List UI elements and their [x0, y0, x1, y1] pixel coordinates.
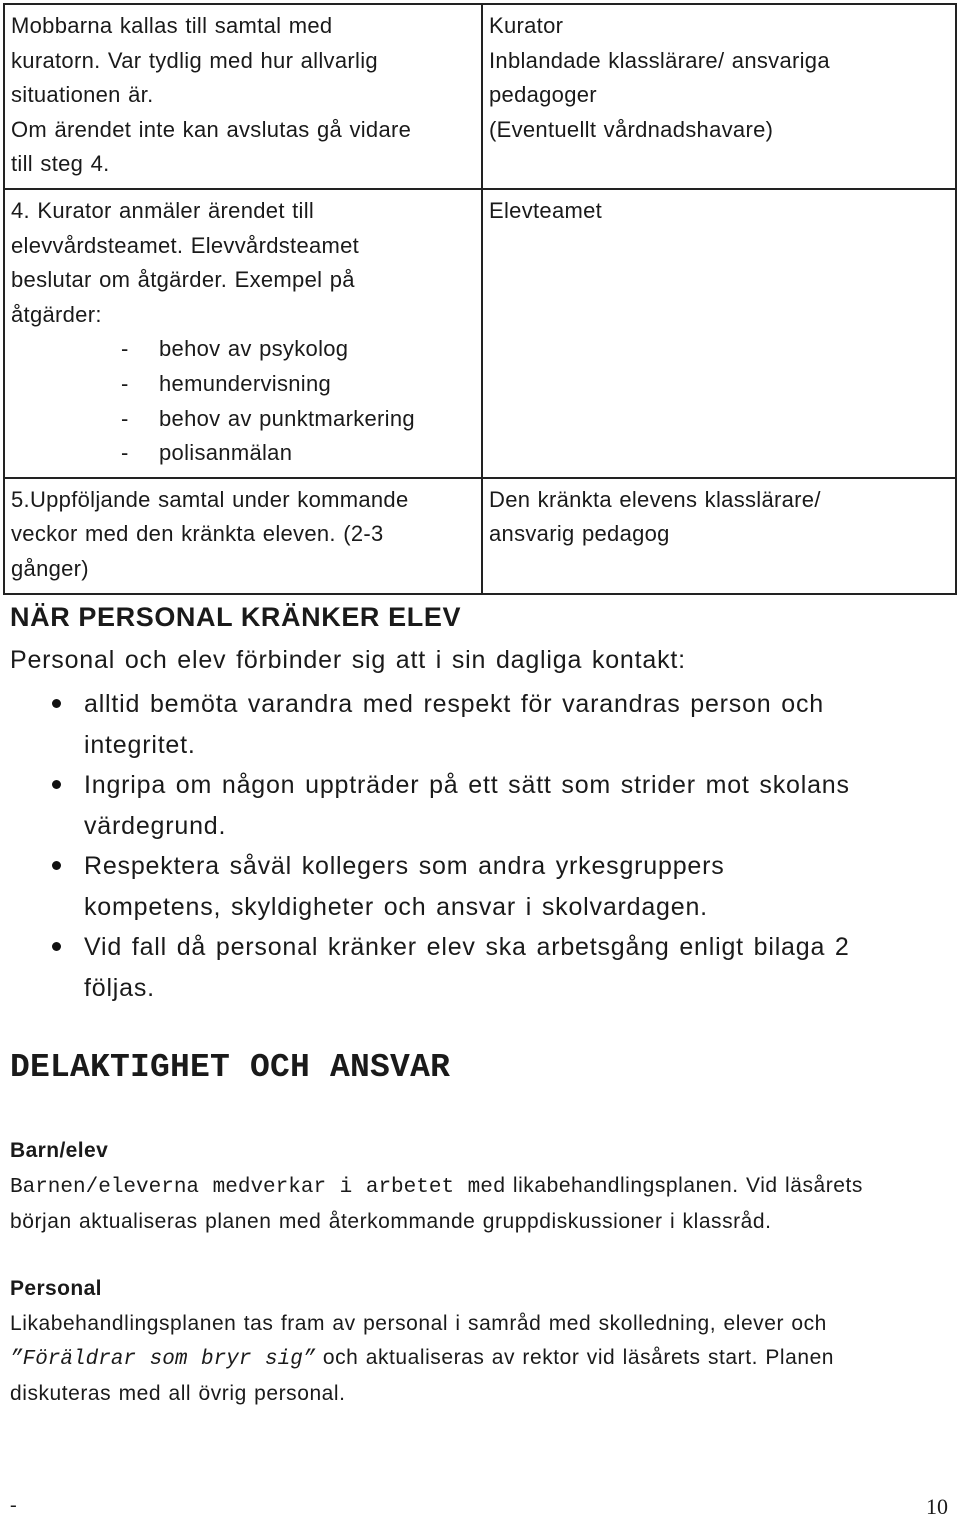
- cell-line: elevvårdsteamet. Elevvårdsteamet: [11, 232, 360, 258]
- table-cell-responsible: [482, 189, 956, 478]
- cell-line: Inblandade klasslärare/ ansvariga: [489, 47, 830, 73]
- paragraph-staff: [10, 1307, 950, 1411]
- section-heading: NÄR PERSONAL KRÄNKER ELEV: [10, 602, 462, 632]
- list-item: - behov av psykolog: [121, 332, 475, 367]
- cell-line: till steg 4.: [11, 151, 110, 177]
- cell-line: ansvarig pedagog: [489, 521, 670, 547]
- cell-line: Om ärendet inte kan avslutas gå vidare: [11, 116, 412, 142]
- cell-line: beslutar om åtgärder. Exempel på: [11, 267, 355, 293]
- cell-line: Kurator: [489, 13, 564, 38]
- table-row: [4, 189, 956, 478]
- list-item: - behov av punktmarkering: [121, 402, 475, 437]
- cell-line: 5.Uppföljande samtal under kommande: [11, 486, 409, 512]
- subheading-staff: Personal: [10, 1277, 102, 1300]
- list-item: - hemundervisning: [121, 367, 475, 402]
- list-item: - polisanmälan: [121, 436, 475, 471]
- cell-line: åtgärder:: [11, 301, 102, 327]
- text-run: början aktualiseras planen med återkommande gruppdiskussioner i klassråd.: [10, 1210, 772, 1233]
- table-cell-step: [4, 4, 482, 189]
- text-run: likabehandlingsplanen. Vid läsårets: [512, 1174, 863, 1197]
- list-item-line: Ingripa om någon uppträder på ett sätt som strider mot skolans: [84, 771, 850, 799]
- list-item: [84, 846, 944, 927]
- list-item: [84, 927, 944, 1008]
- paragraph-pupils: [10, 1169, 950, 1239]
- cell-line: veckor med den kränkta eleven. (2-3: [11, 521, 384, 547]
- page-number: 10: [926, 1494, 948, 1519]
- section-intro: Personal och elev förbinder sig att i sin dagliga kontakt:: [10, 646, 686, 674]
- cell-line: kuratorn. Var tydlig med hur allvarlig: [11, 47, 378, 73]
- footer-dash: -: [10, 1494, 17, 1516]
- list-item: [84, 765, 944, 846]
- table-row: [4, 4, 956, 189]
- text-run: och aktualiseras av rektor vid läsårets start. Planen: [315, 1346, 835, 1369]
- table-cell-step: [4, 189, 482, 478]
- text-run: diskuteras med all övrig personal.: [10, 1382, 346, 1405]
- table-cell-step: [4, 478, 482, 594]
- main-heading: DELAKTIGHET OCH ANSVAR: [10, 1049, 451, 1086]
- list-item-line: följas.: [84, 973, 155, 1002]
- list-item-line: kompetens, skyldigheter och ansvar i skolvardagen.: [84, 892, 708, 921]
- text-run: Likabehandlingsplanen tas fram av personal i samråd med skolledning, elever och: [10, 1312, 827, 1335]
- list-item-line: Vid fall då personal kränker elev ska arbetsgång enligt bilaga 2: [84, 933, 850, 961]
- cell-line: Den kränkta elevens klasslärare/: [489, 486, 821, 512]
- table-cell-responsible: [482, 478, 956, 594]
- subheading-pupils: Barn/elev: [10, 1139, 109, 1162]
- cell-line: (Eventuellt vårdnadshavare): [489, 116, 774, 142]
- cell-line: pedagoger: [489, 82, 597, 108]
- cell-line: Mobbarna kallas till samtal med: [11, 13, 333, 38]
- text-run: Barnen/eleverna medverkar i arbetet med: [10, 1176, 506, 1199]
- table-cell-responsible: [482, 4, 956, 189]
- list-item-line: Respektera såväl kollegers som andra yrkesgruppers: [84, 852, 725, 880]
- cell-line: gånger): [11, 555, 89, 581]
- procedure-table: [3, 3, 957, 595]
- cell-line: Elevteamet: [489, 197, 603, 223]
- list-item-line: alltid bemöta varandra med respekt för varandras person och: [84, 690, 824, 718]
- cell-line: 4. Kurator anmäler ärendet till: [11, 197, 315, 223]
- list-item: [84, 684, 944, 765]
- list-item-line: integritet.: [84, 730, 196, 759]
- list-item-line: värdegrund.: [84, 811, 227, 840]
- cell-line: situationen är.: [11, 82, 154, 108]
- quoted-name: ”Föräldrar som bryr sig”: [10, 1348, 316, 1371]
- measures-list: [11, 332, 475, 470]
- table-row: [4, 478, 956, 594]
- commitment-list: [84, 684, 944, 1008]
